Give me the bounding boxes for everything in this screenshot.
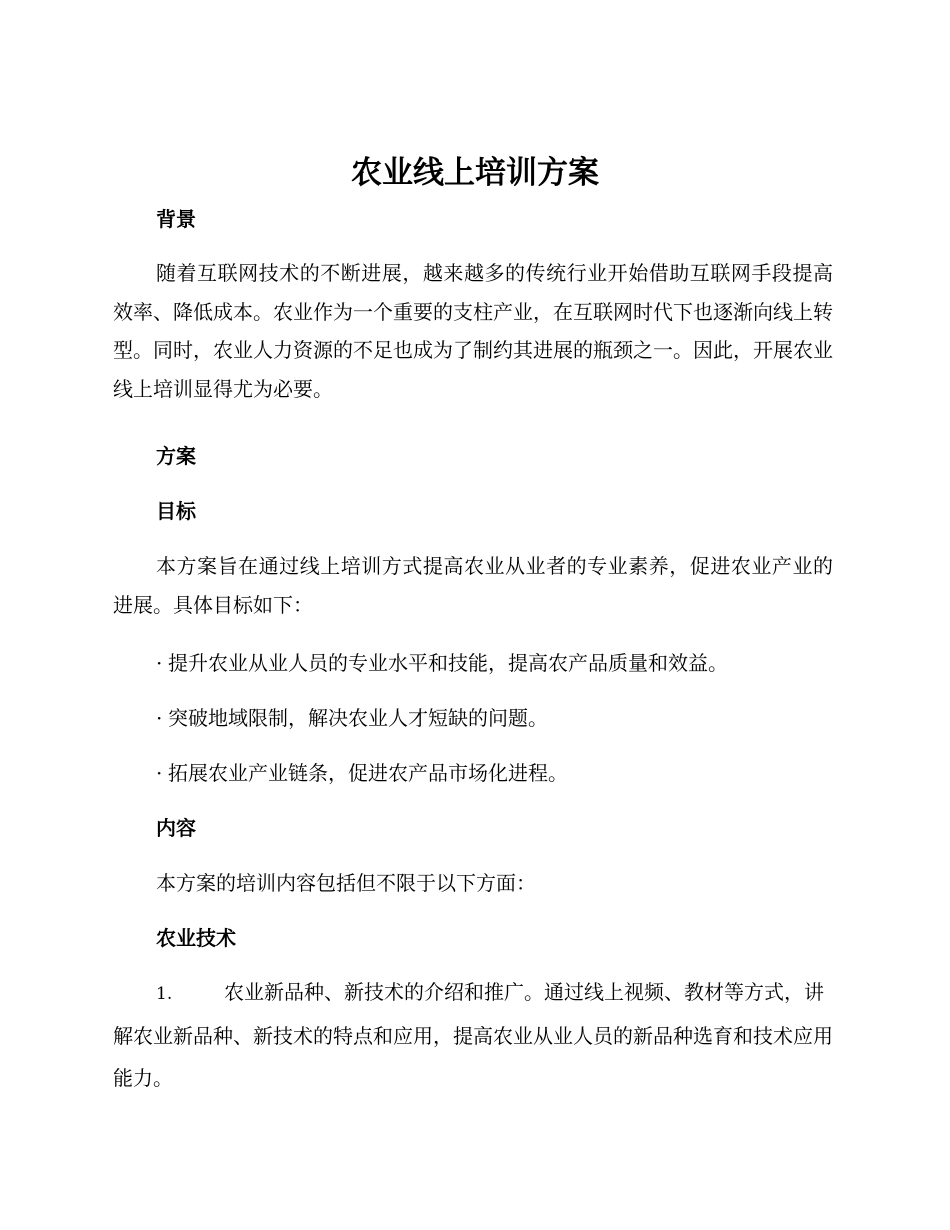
- goal-list-item: [156, 704, 548, 732]
- heading-plan: 方案: [156, 444, 196, 468]
- goal-list-item: [156, 649, 728, 677]
- list-item-text: 农业新品种、新技术的介绍和推广。通过线上视频、教材等方式，讲解农业新品种、新技术的特点和应用，提高农业从业人员的新品种选育和技术应用能力。: [113, 980, 833, 1090]
- goal-item-text: 突破地域限制，解决农业人才短缺的问题。: [168, 706, 548, 730]
- goal-item-text: 拓展农业产业链条，促进农产品市场化进程。: [168, 761, 568, 785]
- heading-background: 背景: [156, 207, 196, 231]
- heading-agri-tech: 农业技术: [156, 926, 236, 950]
- heading-content: 内容: [156, 816, 196, 840]
- bullet-icon: ·: [156, 761, 163, 785]
- numbered-list-item: [113, 971, 833, 1099]
- goal-item-text: 提升农业从业人员的专业水平和技能，提高农产品质量和效益。: [168, 651, 728, 675]
- bullet-icon: ·: [156, 651, 163, 675]
- bullet-icon: ·: [156, 706, 163, 730]
- paragraph-background: 随着互联网技术的不断进展，越来越多的传统行业开始借助互联网手段提高效率、降低成本。农业作为一个重要的支柱产业，在互联网时代下也逐渐向线上转型。同时，农业人力资源的不足也成为了制约其进展的瓶颈之一。因此，开展农业线上培训显得尤为必要。: [113, 261, 833, 401]
- paragraph-goals: 本方案旨在通过线上培训方式提高农业从业者的专业素养，促进农业产业的进展。具体目标如下：: [113, 554, 833, 617]
- document-title: 农业线上培训方案: [351, 155, 599, 191]
- heading-goals: 目标: [156, 499, 196, 523]
- goal-list-item: [156, 759, 568, 787]
- paragraph-content: 本方案的培训内容包括但不限于以下方面：: [156, 871, 536, 895]
- list-item-number: 1.: [156, 984, 173, 1004]
